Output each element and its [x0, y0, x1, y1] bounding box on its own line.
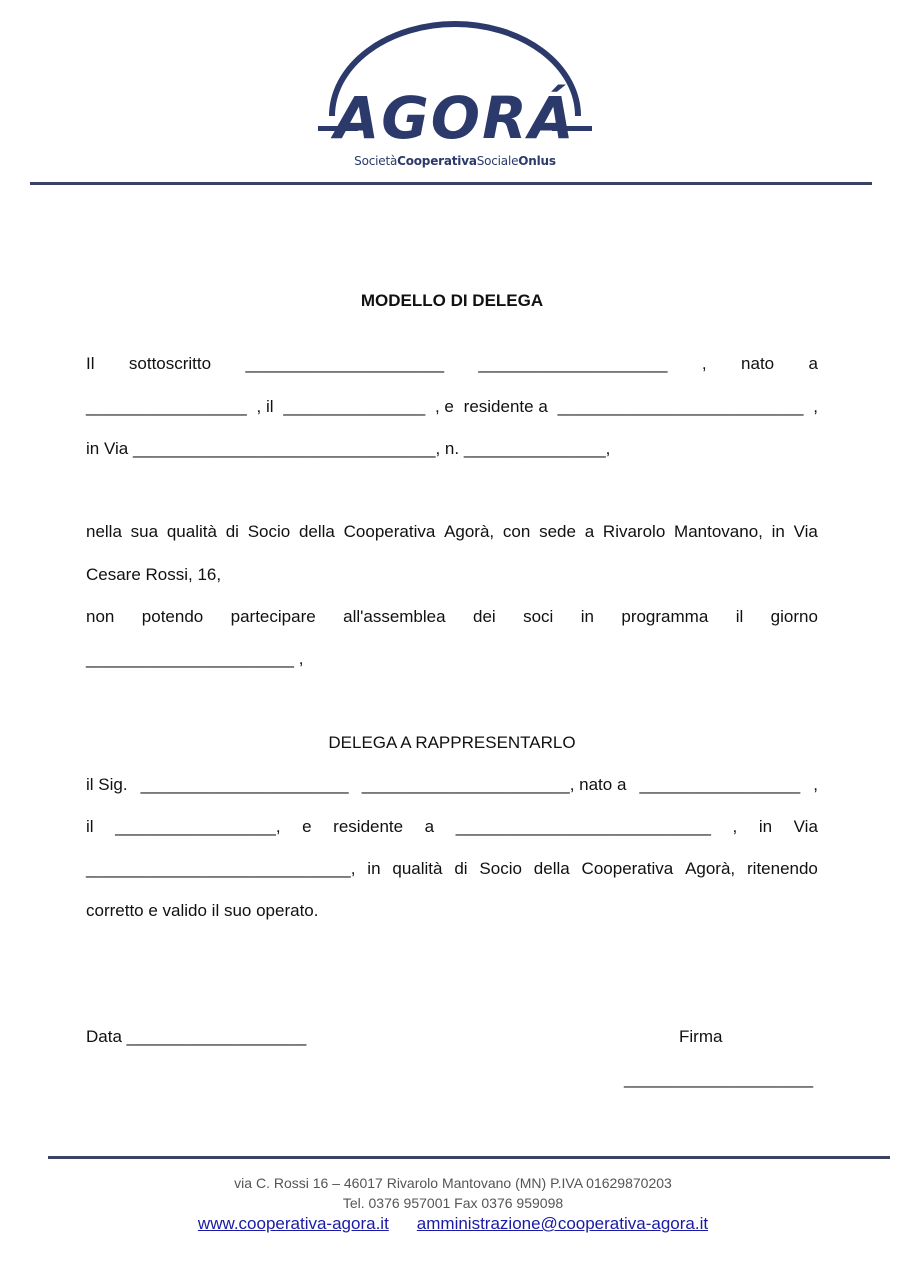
word: , e	[434, 397, 454, 416]
word: Rivarolo	[602, 522, 666, 541]
word: _______________	[283, 397, 426, 416]
email-link[interactable]: amministrazione@cooperativa-agora.it	[416, 1214, 709, 1233]
logo-subtitle: SocietàCooperativaSocialeOnlus	[354, 154, 556, 168]
word: di	[454, 859, 468, 878]
word: ____________________________,	[86, 859, 356, 878]
footer-phone: Tel. 0376 957001 Fax 0376 959098	[342, 1195, 564, 1211]
para2-line4: ______________________ ,	[86, 649, 304, 668]
word: residente a	[463, 397, 548, 416]
word: Cooperativa	[343, 522, 436, 541]
footer-divider	[48, 1156, 890, 1159]
footer-address: via C. Rossi 16 – 46017 Rivarolo Mantovano (MN) P.IVA 01629870203	[234, 1175, 672, 1191]
word: nella	[86, 522, 122, 541]
para3-line4: corretto e valido il suo operato.	[86, 901, 319, 920]
para1-line3: in Via ________________________________, n. _______________,	[86, 439, 611, 458]
word: __________________________	[557, 397, 804, 416]
word: della	[298, 522, 335, 541]
document-title: MODELLO DI DELEGA	[360, 291, 544, 310]
word: residente	[333, 817, 404, 836]
para1-line2	[86, 396, 818, 418]
word: _________________	[639, 775, 801, 794]
para2-line3	[86, 606, 818, 628]
word: in	[580, 607, 594, 626]
header-divider	[30, 182, 872, 185]
word: Cooperativa	[581, 859, 674, 878]
para2-line1	[86, 521, 818, 543]
website-link[interactable]: www.cooperativa-agora.it	[197, 1214, 389, 1233]
word: ,	[813, 775, 818, 794]
word: non	[86, 607, 115, 626]
word: sua	[130, 522, 159, 541]
word: ,	[732, 817, 738, 836]
word: Via	[793, 522, 818, 541]
word: a	[584, 522, 595, 541]
word: e	[302, 817, 312, 836]
word: Mantovano,	[674, 522, 763, 541]
word: ___________________________	[455, 817, 711, 836]
word: il	[86, 817, 94, 836]
word: dei	[472, 607, 496, 626]
word: ____________________	[478, 354, 668, 373]
word: il Sig.	[86, 775, 128, 794]
word: , il	[256, 397, 274, 416]
logo-wordmark: AGORÁ	[334, 84, 576, 152]
word: soci	[523, 607, 554, 626]
word: Agorà,	[685, 859, 736, 878]
word: Socio	[247, 522, 291, 541]
word: sottoscritto	[128, 354, 212, 373]
word: partecipare	[230, 607, 316, 626]
word: programma	[621, 607, 709, 626]
delega-heading: DELEGA A RAPPRESENTARLO	[328, 733, 576, 752]
word: potendo	[141, 607, 204, 626]
word: giorno	[770, 607, 818, 626]
signature-line: ____________________	[624, 1069, 814, 1088]
word: in	[367, 859, 381, 878]
word: di	[225, 522, 239, 541]
word: ______________________	[140, 775, 349, 794]
para2-line2: Cesare Rossi, 16,	[86, 565, 222, 584]
word: il	[735, 607, 744, 626]
word: a	[424, 817, 435, 836]
para3-line2	[86, 816, 818, 838]
word: ______________________, nato a	[361, 775, 627, 794]
word: _________________	[86, 397, 247, 416]
word: ritenendo	[747, 859, 818, 878]
footer-links	[0, 1214, 906, 1234]
word: in	[758, 817, 773, 836]
para3-line1	[86, 774, 818, 796]
word: Agorà,	[444, 522, 495, 541]
word: Via	[793, 817, 818, 836]
para3-line3	[86, 858, 818, 880]
word: Il	[86, 354, 95, 373]
agora-logo	[310, 14, 600, 174]
word: in	[771, 522, 785, 541]
para1-line1	[86, 353, 818, 375]
word: a	[808, 354, 818, 373]
signature-label: Firma	[679, 1027, 723, 1046]
word: nato	[741, 354, 775, 373]
word: ,	[701, 354, 707, 373]
word: ,	[813, 397, 818, 416]
word: qualità	[166, 522, 217, 541]
word: _____________________	[245, 354, 445, 373]
word: all'assemblea	[343, 607, 446, 626]
word: qualità	[392, 859, 443, 878]
word: della	[533, 859, 570, 878]
word: Socio	[479, 859, 522, 878]
word: con	[502, 522, 531, 541]
date-field-label: Data ___________________	[86, 1027, 307, 1046]
word: sede	[539, 522, 576, 541]
word: _________________,	[115, 817, 281, 836]
